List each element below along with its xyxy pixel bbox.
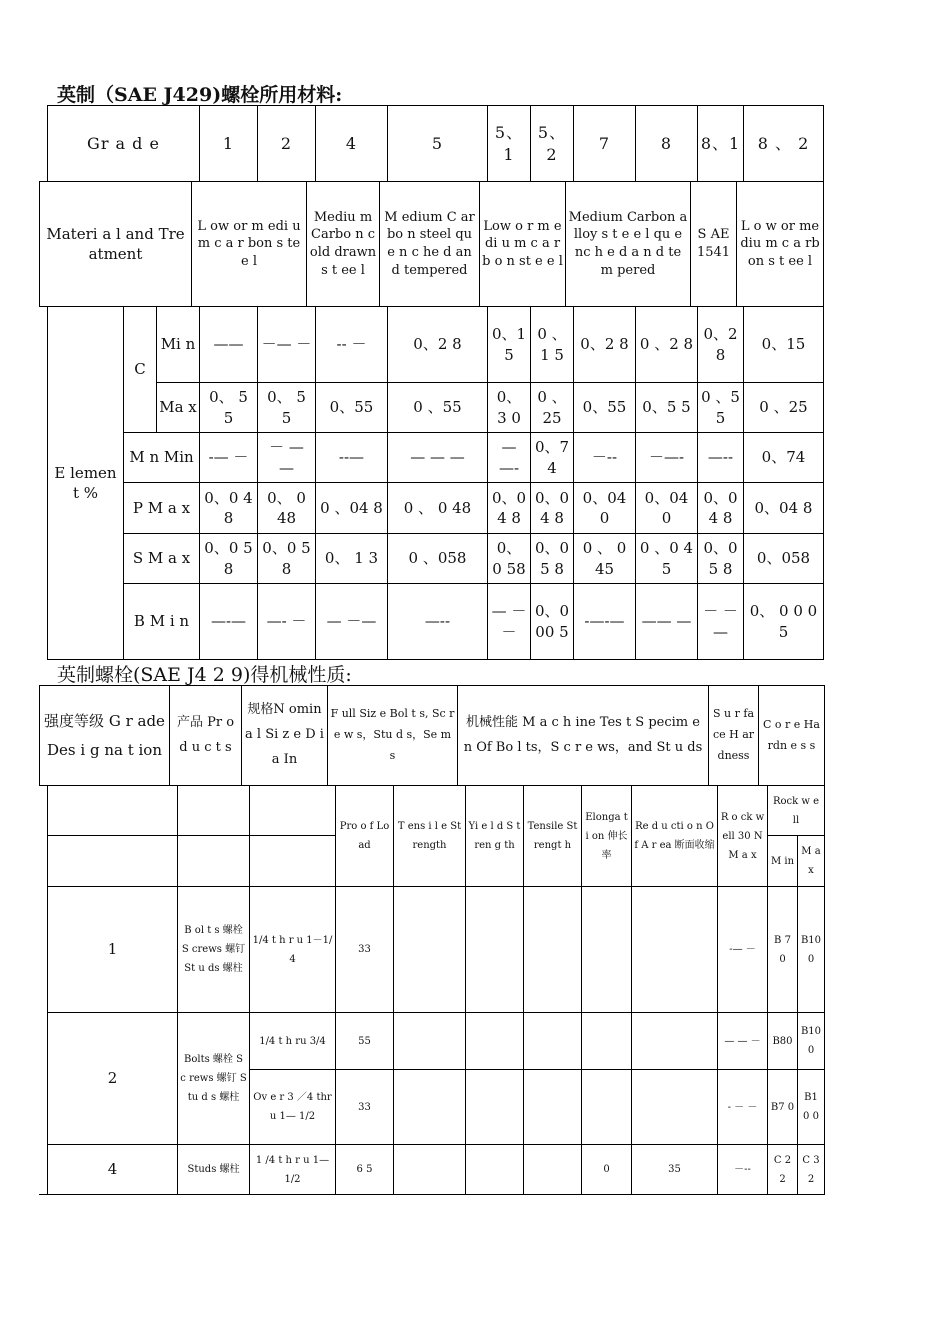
rockwell-max-cell: B10 0 [798,1013,825,1070]
empty-cell [178,786,250,836]
carbon-label: C [124,307,157,433]
material-cell: S AE 1541 [691,182,737,307]
value-cell: 0 、5 5 [698,383,744,433]
proof-load-cell: 55 [336,1013,394,1070]
value-cell: 0 、 25 [531,383,574,433]
row-label: Ma x [157,383,200,433]
grade-cell: 4 [48,1145,178,1195]
element-table [47,306,824,660]
value-cell: － － — [698,584,744,660]
material-cell: Low o r m edi u m c a r b o n st e e l [480,182,566,307]
value-cell: 0、04 0 [574,483,636,534]
rockwell-min-cell: C 2 2 [768,1145,798,1195]
value-cell: －—- [636,433,698,483]
value-cell: —- － [258,584,316,660]
grade-label: Gr a d e [48,106,200,182]
value-cell: 0 、 1 5 [531,307,574,383]
value-cell: 0、05 8 [698,534,744,584]
core-hardness-header: C o r e Hardn e s s [759,686,825,786]
value-cell: 0 、04 8 [316,483,388,534]
proof-load-cell: 6 5 [336,1145,394,1195]
empty-cell [394,1145,466,1195]
value-cell: 0、04 0 [636,483,698,534]
table-border-fragment [39,1194,49,1195]
grade-cell: 7 [574,106,636,182]
value-cell: 0、0 4 8 [531,483,574,534]
mechanical-properties-table [47,785,825,1195]
value-cell: 0、7 4 [531,433,574,483]
empty-cell [582,1070,632,1145]
rockwell-min-header: M in [768,836,798,887]
size-cell: 1/4 t h ru 3/4 [250,1013,336,1070]
value-cell: － — — [258,433,316,483]
value-cell: 0、5 5 [636,383,698,433]
proof-load-header: Pro o f Load [336,786,394,887]
value-cell: 0、2 8 [574,307,636,383]
grade-cell: 1 [200,106,258,182]
rockwell-min-cell: B 7 0 [768,887,798,1013]
value-cell: 0、28 [698,307,744,383]
surface-hardness-cell: －-- [718,1145,768,1195]
value-cell: 0、0 4 8 [488,483,531,534]
empty-cell [178,836,250,887]
empty-cell [632,1070,718,1145]
material-table [39,181,824,307]
tensile-strength-header: T ens i l e Strength [394,786,466,887]
grade-cell: 2 [258,106,316,182]
value-cell: 0、04 8 [698,483,744,534]
empty-cell [466,1013,524,1070]
machine-test-header: 机械性能 M a c h ine Tes t S pecim e n Of Bo l ts，S c r e ws，and St u ds [458,686,709,786]
empty-cell [524,887,582,1013]
value-cell: 0 、2 8 [636,307,698,383]
value-cell: 0、0 48 [200,483,258,534]
value-cell: 0、 3 0 [488,383,531,433]
empty-cell [394,887,466,1013]
value-cell: 0、15 [488,307,531,383]
value-cell: 0、55 [574,383,636,433]
reduction-of-area-header: Re d u cti o n O f A r ea 断面收缩 [632,786,718,887]
row-label: S M a x [124,534,200,584]
grade-cell: 2 [48,1013,178,1145]
value-cell: —-- [698,433,744,483]
element-group-label: E lemen t % [48,307,124,660]
value-cell: 0 、 0 45 [574,534,636,584]
row-label: B M i n [124,584,200,660]
section-title-mechanical: 英制螺栓(SAE J4 2 9)得机械性质: [57,664,352,686]
value-cell: 0 、0 4 5 [636,534,698,584]
value-cell: 0、 0 0 0 5 [744,584,824,660]
value-cell: 0、0 5 8 [531,534,574,584]
section-title-materials: 英制（SAE J429)螺栓所用材料: [57,84,343,106]
grade-cell: 5、2 [531,106,574,182]
rockwell-30n-header: R o ck well 30 N M a x [718,786,768,887]
size-cell: Ov e r 3 ／4 thru 1— 1/2 [250,1070,336,1145]
value-cell: 0、15 [744,307,824,383]
value-cell: －— － [258,307,316,383]
empty-cell [48,836,178,887]
value-cell: 0、0 5 8 [258,534,316,584]
grade-cell: 5 [388,106,488,182]
row-label: P M a x [124,483,200,534]
elongation-cell: 0 [582,1145,632,1195]
value-cell: -—-— [574,584,636,660]
rockwell-max-cell: B1 0 0 [798,1070,825,1145]
value-cell: — — — [388,433,488,483]
material-cell: Mediu m Carbo n cold drawn s t ee l [307,182,380,307]
surface-hardness-cell: - － － [718,1070,768,1145]
value-cell: 0、 1 3 [316,534,388,584]
grade-cell: 8、1 [698,106,744,182]
grade-cell: 5、1 [488,106,531,182]
value-cell: —-— [200,584,258,660]
proof-load-cell: 33 [336,887,394,1013]
rockwell-max-header: M a x [798,836,825,887]
empty-cell [524,1145,582,1195]
grade-designation-header: 强度等级 G r ade Des i g na t ion [40,686,170,786]
empty-cell [48,786,178,836]
rockwell-max-cell: C 3 2 [798,1145,825,1195]
value-cell: 0、 5 5 [200,383,258,433]
value-cell: —— — [636,584,698,660]
products-cell: Bolts 螺栓 S c rews 螺钉 Stu d s 螺柱 [178,1013,250,1145]
empty-cell [250,836,336,887]
value-cell: 0 、25 [744,383,824,433]
empty-cell [524,1013,582,1070]
empty-cell [394,1070,466,1145]
empty-cell [466,1145,524,1195]
size-cell: 1 /4 t h r u 1—1/2 [250,1145,336,1195]
material-cell: L o w or mediu m c a rbon s t ee l [737,182,824,307]
value-cell: -— － [200,433,258,483]
value-cell: 0、000 5 [531,584,574,660]
value-cell: -- － [316,307,388,383]
yield-strength-header: Yi e l d S t ren g th [466,786,524,887]
value-cell: —-- [388,584,488,660]
empty-cell [394,1013,466,1070]
empty-cell [524,1070,582,1145]
value-cell: 0、2 8 [388,307,488,383]
value-cell: －-- [574,433,636,483]
grade-cell: 1 [48,887,178,1013]
grade-cell: 4 [316,106,388,182]
row-label: Mi n [157,307,200,383]
grade-table [47,105,824,182]
nominal-size-header: 规格N omin a l Si z e D ia In [242,686,328,786]
rockwell-min-cell: B80 [768,1013,798,1070]
tensile-strength-specimen-header: Tensile Strengt h [524,786,582,887]
value-cell: 0、 0 58 [488,534,531,584]
products-cell: Studs 螺柱 [178,1145,250,1195]
products-header: 产品 Pr o d u c t s [170,686,242,786]
value-cell: —— [200,307,258,383]
value-cell: 0、55 [316,383,388,433]
value-cell: 0、 5 5 [258,383,316,433]
surface-hardness-cell: -— － [718,887,768,1013]
empty-cell [250,786,336,836]
empty-cell [582,887,632,1013]
elongation-header: Elonga t i on 伸长率 [582,786,632,887]
material-cell: M edium C arbo n steel qu e n c he d an d tempered [380,182,480,307]
grade-cell: 8 [636,106,698,182]
surface-hardness-header: S u r face H ardness [709,686,759,786]
value-cell: — —- [488,433,531,483]
value-cell: --— [316,433,388,483]
full-size-bolts-header: F ull Siz e Bol t s, Sc r e w s，Stu d s，Se m s [328,686,458,786]
empty-cell [632,1013,718,1070]
proof-load-cell: 33 [336,1070,394,1145]
products-cell: B ol t s 螺栓 S crews 螺钉 St u ds 螺柱 [178,887,250,1013]
value-cell: — －— [316,584,388,660]
value-cell: 0、74 [744,433,824,483]
value-cell: 0、058 [744,534,824,584]
rockwell-min-cell: B7 0 [768,1070,798,1145]
size-cell: 1/4 t h r u 1－1/ 4 [250,887,336,1013]
material-label: Materi a l and Treatment [40,182,192,307]
value-cell: 0 、058 [388,534,488,584]
value-cell: 0 、 0 48 [388,483,488,534]
value-cell: 0、04 8 [744,483,824,534]
value-cell: 0、0 58 [200,534,258,584]
value-cell: 0、 0 48 [258,483,316,534]
grade-cell: 8 、 2 [744,106,824,182]
empty-cell [632,887,718,1013]
rockwell-max-cell: B10 0 [798,887,825,1013]
empty-cell [466,1070,524,1145]
rockwell-header: Rock w e ll [768,786,825,836]
material-cell: L ow or m edi u m c a r bon s tee l [192,182,307,307]
material-cell: Medium Carbon alloy s t e e l qu e nc h e d a n d te m pered [566,182,691,307]
surface-hardness-cell: — — － [718,1013,768,1070]
value-cell: 0 、55 [388,383,488,433]
empty-cell [466,887,524,1013]
value-cell: — － － [488,584,531,660]
empty-cell [582,1013,632,1070]
reduction-of-area-cell: 35 [632,1145,718,1195]
mechanical-header-table [39,685,825,786]
row-label: M n Min [124,433,200,483]
